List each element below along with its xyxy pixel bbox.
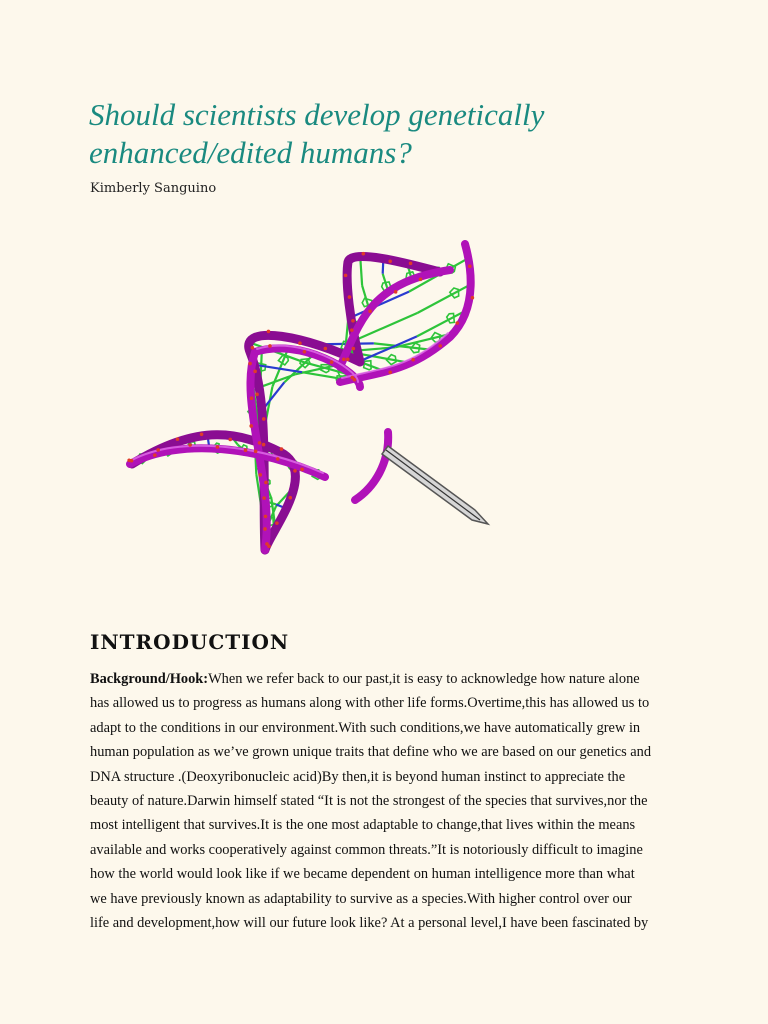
dna-oxygen-atom [262, 496, 266, 500]
dna-oxygen-atom [176, 437, 180, 441]
dna-oxygen-atom [262, 443, 266, 447]
document-title [89, 96, 649, 172]
dna-oxygen-atom [409, 262, 413, 266]
dna-oxygen-atom [200, 432, 204, 436]
dna-oxygen-atom [353, 378, 357, 382]
paragraph-line: adapt to the conditions in our environment.With such conditions,we have automatically grew in [90, 719, 641, 736]
dna-oxygen-atom [253, 370, 257, 374]
paragraph-line: has allowed us to progress as humans along with other life forms.Overtime,this has allowed us to [90, 695, 650, 712]
paragraph-line: life and development,how will our future look like? At a personal level,I have been fascinated by [90, 915, 649, 932]
introduction-paragraph [90, 667, 690, 935]
dna-oxygen-atom [249, 424, 253, 428]
title-line-2: enhanced/edited humans? [89, 135, 412, 170]
dna-oxygen-atom [156, 448, 160, 452]
dna-oxygen-atom [263, 527, 267, 531]
dna-oxygen-atom [280, 447, 284, 451]
dna-oxygen-atom [350, 328, 354, 332]
dna-oxygen-atom [438, 344, 442, 348]
paragraph-line: DNA structure .(Deoxyribonucleic acid)By then,it is beyond human instinct to appreciate the [90, 768, 626, 785]
dna-oxygen-atom [265, 542, 269, 546]
dna-base-pair [360, 257, 362, 286]
dna-oxygen-atom [258, 473, 262, 477]
dna-oxygen-atom [276, 457, 280, 461]
dna-oxygen-atom [362, 252, 366, 256]
dna-oxygen-atom [388, 259, 392, 263]
dna-oxygen-atom [264, 481, 268, 485]
paragraph-line [90, 667, 690, 691]
dna-oxygen-atom [216, 445, 220, 449]
dna-oxygen-atom [351, 319, 355, 323]
author-name: Kimberly Sanguino [90, 181, 217, 196]
dna-oxygen-atom [455, 321, 459, 325]
paragraph-line: available and works cooperatively against common threats.”It is notoriously difficult to imagine [90, 841, 643, 858]
dna-oxygen-atom [264, 515, 268, 519]
dna-oxygen-atom [153, 453, 157, 457]
dna-oxygen-atom [267, 330, 271, 334]
dna-oxygen-atom [258, 441, 262, 445]
dna-oxygen-atom [288, 496, 292, 500]
dna-oxygen-atom [368, 309, 372, 313]
dna-oxygen-atom [300, 468, 304, 472]
dna-figure [120, 232, 500, 572]
dna-oxygen-atom [324, 347, 328, 351]
dna-cut-strand-end [355, 432, 388, 500]
dna-oxygen-atom [419, 278, 423, 282]
dna-oxygen-atom [298, 341, 302, 345]
dna-oxygen-atom [346, 358, 350, 362]
paragraph-line: beauty of nature.Darwin himself stated “It is not the strongest of the species that survives,nor the [90, 793, 648, 810]
dna-oxygen-atom [303, 350, 307, 354]
dna-backbone-strand-front [130, 244, 471, 550]
dna-oxygen-atom [330, 360, 334, 364]
dna-oxygen-atom [255, 393, 259, 397]
dna-oxygen-atom [251, 346, 255, 350]
dna-oxygen-atom [275, 521, 279, 525]
title-line-1: Should scientists develop genetically [89, 97, 545, 132]
dna-oxygen-atom [293, 469, 297, 473]
dna-double-helix-icon [120, 232, 500, 572]
dna-oxygen-atom [411, 358, 415, 362]
paragraph-line: most intelligent that survives.It is the one most adaptable to change,that lives within the means [90, 817, 636, 834]
dna-base-pair [418, 284, 471, 312]
paragraph-line: we have previously known as adaptability to survive as a species.With higher control over our [90, 890, 632, 907]
dna-oxygen-atom [268, 344, 272, 348]
dna-oxygen-atom [471, 296, 475, 300]
paragraph-line-text: When we refer back to our past,it is easy to acknowledge how nature alone [208, 671, 640, 687]
dna-oxygen-atom [342, 358, 346, 362]
dna-oxygen-atom [250, 396, 254, 400]
dna-oxygen-atom [394, 290, 398, 294]
paragraph-line: human population as we’ve grown unique traits that define who we are based on our genetics and [90, 744, 652, 761]
dna-oxygen-atom [344, 274, 348, 278]
dna-oxygen-atom [130, 459, 134, 463]
dna-oxygen-atom [388, 370, 392, 374]
dna-oxygen-atom [262, 417, 266, 421]
dna-oxygen-atom [348, 295, 352, 299]
dna-oxygen-atom [254, 450, 258, 454]
dna-backbone-strand-back [132, 257, 440, 550]
dna-oxygen-atom [228, 438, 232, 442]
dna-oxygen-atom [352, 347, 356, 351]
dna-oxygen-atom [248, 362, 252, 366]
scissors-blade-icon [382, 446, 488, 524]
paragraph-line: how the world would look like if we became dependent on human intelligence more than what [90, 866, 635, 883]
dna-oxygen-atom [468, 264, 472, 268]
dna-oxygen-atom [188, 443, 192, 447]
background-hook-label: Background/Hook: [90, 671, 209, 687]
dna-oxygen-atom [244, 448, 248, 452]
introduction-heading: INTRODUCTION [90, 630, 290, 654]
